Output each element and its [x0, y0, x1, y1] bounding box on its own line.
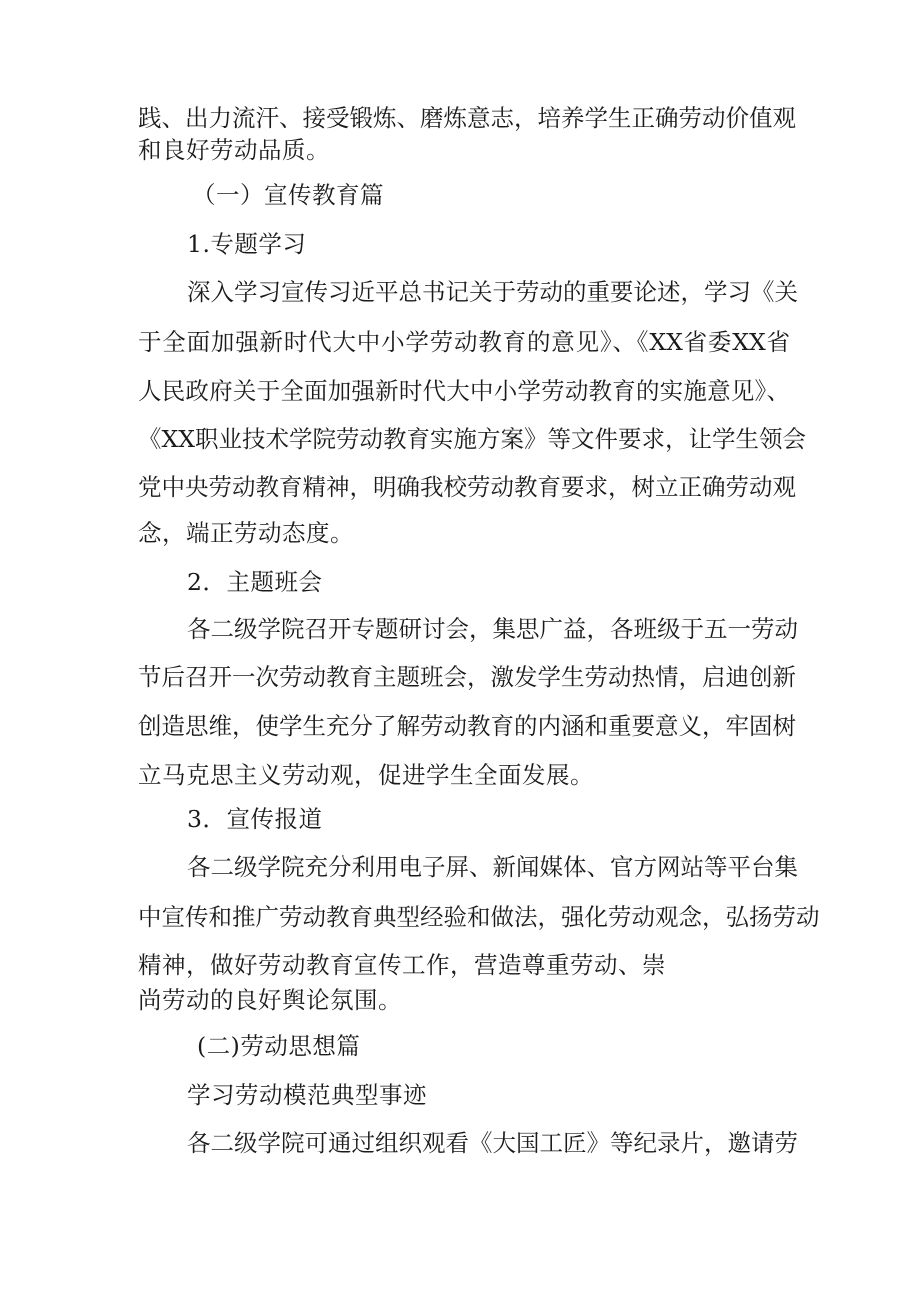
section-heading: （一）宣传教育篇	[192, 181, 384, 209]
paragraph-line: 党中央劳动教育精神，明确我校劳动教育要求，树立正确劳动观	[138, 473, 796, 501]
subsection-heading: 学习劳动模范典型事迹	[187, 1081, 427, 1109]
subsection-heading: 3．宣传报道	[187, 805, 323, 833]
paragraph-line: 节后召开一次劳动教育主题班会，激发学生劳动热情，启迪创新	[138, 663, 796, 691]
paragraph-line: 深入学习宣传习近平总书记关于劳动的重要论述，学习《关	[187, 278, 798, 306]
subsection-heading: 2．主题班会	[187, 568, 323, 596]
paragraph-line: 人民政府关于全面加强新时代大中小学劳动教育的实施意见》、	[138, 377, 790, 405]
paragraph-line: 精神，做好劳动教育宣传工作，营造尊重劳动、崇	[138, 951, 666, 979]
paragraph-line: 各二级学院可通过组织观看《大国工匠》等纪录片，邀请劳	[187, 1129, 798, 1157]
section-heading: (二)劳动思想篇	[197, 1032, 361, 1060]
paragraph-line: 各二级学院召开专题研讨会，集思广益，各班级于五一劳动	[187, 615, 798, 643]
paragraph-line: 尚劳动的良好舆论氛围。	[138, 986, 402, 1014]
paragraph-line: 和良好劳动品质。	[138, 136, 330, 164]
paragraph-line: 立马克思主义劳动观，促进学生全面发展。	[138, 761, 594, 789]
subsection-heading: 1.专题学习	[187, 230, 307, 258]
paragraph-line: 各二级学院充分利用电子屏、新闻媒体、官方网站等平台集	[187, 853, 798, 881]
paragraph-line: 于全面加强新时代大中小学劳动教育的意见》、《XX省委XX省	[138, 328, 790, 356]
paragraph-line: 中宣传和推广劳动教育典型经验和做法，强化劳动观念，弘扬劳动	[138, 903, 820, 931]
paragraph-line: 践、出力流汗、接受锻炼、磨炼意志，培养学生正确劳动价值观	[138, 104, 796, 132]
paragraph-line: 《XX职业技术学院劳动教育实施方案》等文件要求，让学生领会	[138, 425, 806, 453]
paragraph-line: 创造思维，使学生充分了解劳动教育的内涵和重要意义，牢固树	[138, 712, 796, 740]
paragraph-line: 念，端正劳动态度。	[138, 519, 354, 547]
